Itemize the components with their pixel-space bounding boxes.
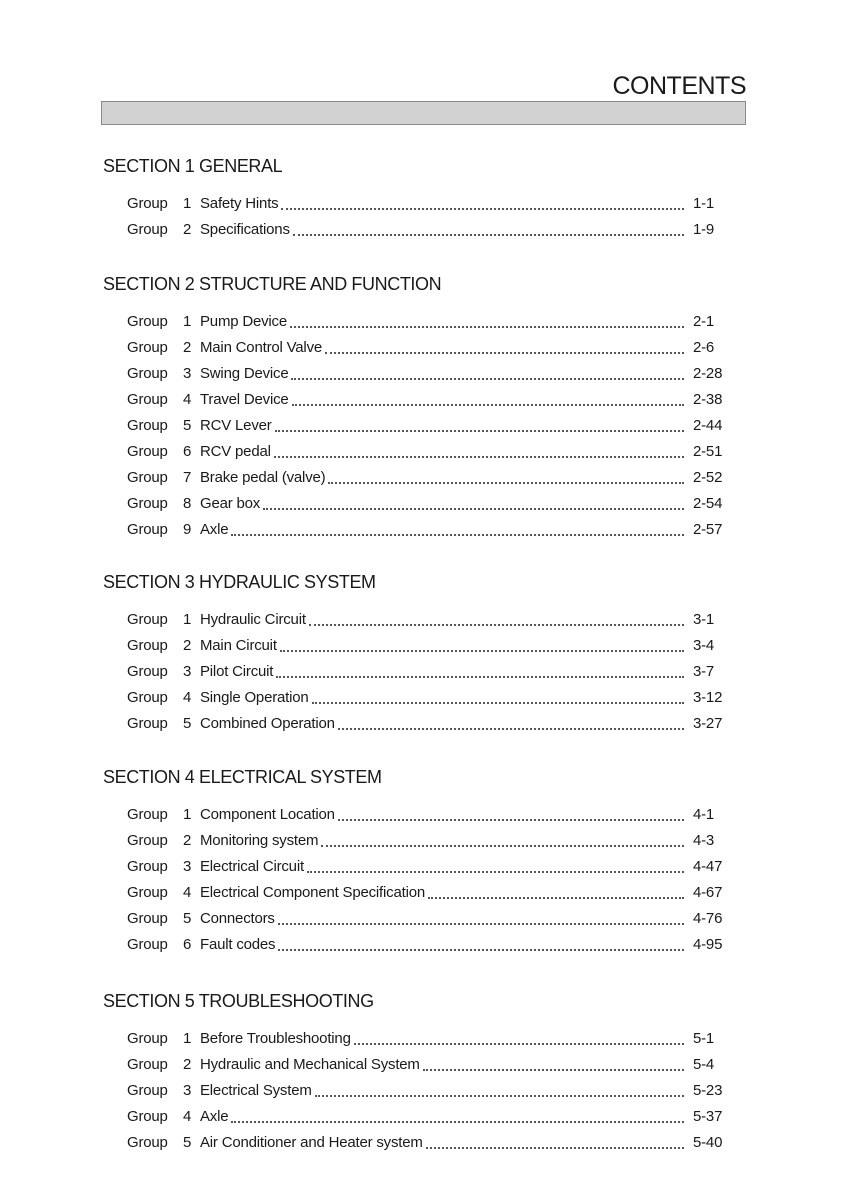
entry-page-number: 4-67 [693,884,723,901]
entry-page-number: 4-76 [693,910,723,927]
entry-title: Gear box [200,495,261,512]
entry-title: Electrical Circuit [200,858,304,875]
entry-page-number: 3-27 [693,715,723,732]
entry-group-number: 1 [183,313,192,330]
entry-title: Combined Operation [200,715,335,732]
dot-leader [325,339,684,354]
entry-page-number: 4-1 [693,806,715,823]
toc-entry[interactable] [127,936,727,962]
toc-entry[interactable] [127,1030,727,1056]
section-5 [103,990,743,1160]
entry-group-label: Group [127,443,168,460]
toc-entry[interactable] [127,1082,727,1108]
dot-leader [290,313,684,328]
section-heading: SECTION 5 TROUBLESHOOTING [103,991,374,1011]
entry-group-label: Group [127,469,168,486]
entry-page-number: 2-57 [693,521,723,538]
entry-title: RCV pedal [200,443,271,460]
entry-group-number: 3 [183,1082,192,1099]
section-3 [103,571,743,741]
entry-title: Electrical Component Specification [200,884,425,901]
entry-group-number: 2 [183,221,192,238]
entry-page-number: 2-6 [693,339,715,356]
entry-group-number: 2 [183,339,192,356]
entry-group-number: 7 [183,469,192,486]
entry-group-number: 4 [183,884,192,901]
entry-group-label: Group [127,689,168,706]
toc-entry[interactable] [127,611,727,637]
entry-title: RCV Lever [200,417,272,434]
entry-list [103,611,743,741]
entry-group-number: 4 [183,1108,192,1125]
entry-group-label: Group [127,910,168,927]
entry-list [103,313,743,547]
entry-group-label: Group [127,495,168,512]
entry-group-number: 1 [183,195,192,212]
entry-page-number: 2-1 [693,313,715,330]
entry-group-number: 1 [183,611,192,628]
toc-entry[interactable] [127,391,727,417]
entry-list [103,806,743,962]
entry-group-label: Group [127,391,168,408]
dot-leader [354,1030,684,1045]
toc-entry[interactable] [127,365,727,391]
dot-leader [338,806,684,821]
entry-page-number: 2-54 [693,495,723,512]
entry-page-number: 3-4 [693,637,715,654]
entry-page-number: 2-44 [693,417,723,434]
dot-leader [276,663,684,678]
entry-title: Fault codes [200,936,276,953]
entry-page-number: 4-47 [693,858,723,875]
entry-group-label: Group [127,195,168,212]
entry-group-label: Group [127,884,168,901]
entry-title: Main Control Valve [200,339,323,356]
entry-title: Axle [200,521,229,538]
toc-entry[interactable] [127,884,727,910]
dot-leader [291,365,684,380]
entry-group-number: 2 [183,637,192,654]
toc-entry[interactable] [127,495,727,521]
entry-group-label: Group [127,715,168,732]
dot-leader [231,1108,684,1123]
toc-entry[interactable] [127,858,727,884]
entry-group-number: 2 [183,832,192,849]
entry-group-label: Group [127,858,168,875]
dot-leader [309,611,684,626]
section-heading: SECTION 3 HYDRAULIC SYSTEM [103,572,376,592]
entry-title: Component Location [200,806,335,823]
toc-entry[interactable] [127,1134,727,1160]
entry-group-number: 6 [183,936,192,953]
toc-entry[interactable] [127,443,727,469]
entry-group-label: Group [127,1082,168,1099]
entry-group-label: Group [127,1030,168,1047]
entry-page-number: 3-1 [693,611,715,628]
entry-page-number: 5-40 [693,1134,723,1151]
entry-group-label: Group [127,936,168,953]
toc-entry[interactable] [127,469,727,495]
toc-entry[interactable] [127,417,727,443]
entry-group-label: Group [127,417,168,434]
dot-leader [315,1082,684,1097]
section-2 [103,273,743,547]
entry-page-number: 5-1 [693,1030,715,1047]
entry-title: Connectors [200,910,275,927]
entry-group-label: Group [127,1108,168,1125]
entry-list [103,195,743,247]
entry-group-label: Group [127,832,168,849]
entry-page-number: 3-7 [693,663,715,680]
entry-page-number: 5-23 [693,1082,723,1099]
entry-title: Swing Device [200,365,289,382]
entry-group-number: 9 [183,521,192,538]
section-heading: SECTION 1 GENERAL [103,156,283,176]
entry-list [103,1030,743,1160]
dot-leader [275,417,684,432]
entry-group-number: 1 [183,806,192,823]
entry-group-label: Group [127,339,168,356]
entry-page-number: 1-1 [693,195,715,212]
entry-group-label: Group [127,521,168,538]
entry-group-number: 4 [183,689,192,706]
entry-title: Pilot Circuit [200,663,274,680]
dot-leader [278,910,684,925]
toc-entry[interactable] [127,521,727,547]
dot-leader [263,495,684,510]
entry-title: Axle [200,1108,229,1125]
entry-group-number: 3 [183,365,192,382]
entry-page-number: 3-12 [693,689,723,706]
toc-entry[interactable] [127,806,727,832]
toc-entry[interactable] [127,832,727,858]
toc-entry[interactable] [127,689,727,715]
dot-leader [338,715,684,730]
entry-group-label: Group [127,611,168,628]
entry-group-label: Group [127,806,168,823]
toc-entry[interactable] [127,1108,727,1134]
entry-page-number: 5-4 [693,1056,715,1073]
entry-page-number: 2-51 [693,443,723,460]
entry-title: Pump Device [200,313,288,330]
entry-group-number: 4 [183,391,192,408]
section-1 [103,155,743,247]
entry-group-number: 6 [183,443,192,460]
dot-leader [231,521,684,536]
toc-entry[interactable] [127,339,727,365]
entry-title: Brake pedal (valve) [200,469,326,486]
entry-title: Main Circuit [200,637,277,654]
toc-entry[interactable] [127,221,727,247]
entry-page-number: 4-3 [693,832,715,849]
entry-group-label: Group [127,1134,168,1151]
dot-leader [307,858,684,873]
entry-group-number: 1 [183,1030,192,1047]
dot-leader [428,884,684,899]
section-heading: SECTION 2 STRUCTURE AND FUNCTION [103,274,442,294]
dot-leader [423,1056,684,1071]
toc-entry[interactable] [127,1056,727,1082]
dot-leader [292,391,684,406]
toc-entry[interactable] [127,715,727,741]
dot-leader [274,443,684,458]
entry-page-number: 2-28 [693,365,723,382]
entry-title: Hydraulic and Mechanical System [200,1056,420,1073]
entry-group-label: Group [127,1056,168,1073]
dot-leader [278,936,684,951]
toc-entry[interactable] [127,313,727,339]
entry-group-number: 3 [183,663,192,680]
dot-leader [328,469,684,484]
section-4 [103,766,743,962]
entry-group-label: Group [127,365,168,382]
entry-title: Single Operation [200,689,309,706]
dot-leader [281,195,684,210]
entry-group-number: 2 [183,1056,192,1073]
entry-group-label: Group [127,637,168,654]
entry-title: Monitoring system [200,832,319,849]
entry-title: Before Troubleshooting [200,1030,351,1047]
page-title: CONTENTS [612,72,746,100]
dot-leader [426,1134,684,1149]
title-bar [101,101,746,125]
entry-page-number: 2-52 [693,469,723,486]
dot-leader [312,689,684,704]
toc-entry[interactable] [127,637,727,663]
entry-title: Travel Device [200,391,289,408]
toc-entry[interactable] [127,910,727,936]
entry-page-number: 1-9 [693,221,715,238]
section-heading: SECTION 4 ELECTRICAL SYSTEM [103,767,382,787]
dot-leader [280,637,684,652]
toc-entry[interactable] [127,663,727,689]
entry-group-number: 3 [183,858,192,875]
entry-title: Electrical System [200,1082,312,1099]
entry-page-number: 5-37 [693,1108,723,1125]
entry-title: Specifications [200,221,290,238]
entry-group-label: Group [127,221,168,238]
entry-page-number: 4-95 [693,936,723,953]
dot-leader [293,221,684,236]
entry-page-number: 2-38 [693,391,723,408]
entry-title: Safety Hints [200,195,279,212]
entry-group-number: 5 [183,910,192,927]
dot-leader [321,832,684,847]
entry-group-number: 5 [183,1134,192,1151]
entry-group-number: 8 [183,495,192,512]
entry-group-number: 5 [183,715,192,732]
entry-title: Hydraulic Circuit [200,611,306,628]
entry-group-label: Group [127,663,168,680]
entry-group-number: 5 [183,417,192,434]
toc-entry[interactable] [127,195,727,221]
entry-title: Air Conditioner and Heater system [200,1134,423,1151]
entry-group-label: Group [127,313,168,330]
